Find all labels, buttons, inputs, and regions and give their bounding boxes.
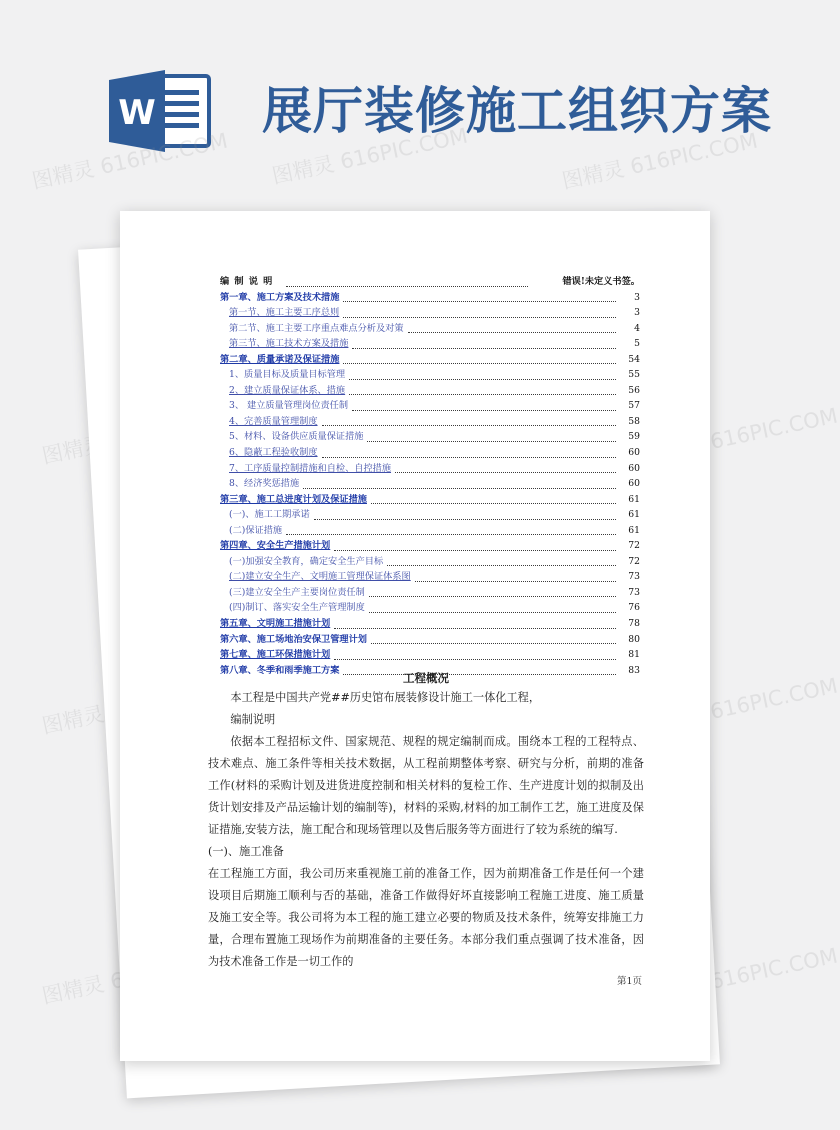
toc-leader [349, 393, 616, 395]
toc-leader [334, 627, 616, 629]
watermark-text: 图精灵 616PIC.COM [559, 128, 760, 194]
toc-leader [343, 300, 616, 302]
toc-entry[interactable] [220, 398, 640, 414]
toc-entry-label[interactable]: 第五章、文明施工措施计划 [220, 618, 331, 630]
section-title: 工程概况 [403, 671, 449, 685]
toc-entry-label[interactable]: 3、 建立质量管理岗位责任制 [229, 400, 349, 412]
toc-entry[interactable] [220, 383, 640, 399]
toc-leader [343, 362, 616, 364]
toc-entry-label[interactable]: 1、质量目标及质量目标管理 [229, 369, 346, 381]
document-body [208, 669, 644, 973]
toc-leader [371, 642, 616, 644]
toc-entry-label[interactable]: 第一节、施工主要工序总则 [229, 307, 340, 319]
toc-entry[interactable] [220, 600, 640, 616]
toc-entry-page: 59 [628, 431, 640, 443]
toc-entry[interactable] [220, 632, 640, 648]
toc-entry[interactable] [220, 352, 640, 368]
toc-entry-page: 83 [628, 664, 640, 676]
toc-leader [367, 440, 616, 442]
toc-entry-label[interactable]: (四)制订、落实安全生产管理制度 [229, 602, 365, 614]
watermark-text: 图精灵 [39, 701, 107, 739]
toc-leader [395, 471, 616, 473]
toc-leader [352, 409, 616, 411]
watermark-text: 图精灵 616PIC.COM [639, 673, 840, 739]
toc-entry[interactable] [220, 647, 640, 663]
toc-leader [334, 658, 616, 660]
toc-leader [352, 347, 616, 349]
watermark-text: 图精灵 [39, 431, 107, 469]
toc-entry-label[interactable]: 第二节、施工主要工序重点难点分析及对策 [229, 322, 404, 334]
toc-entry-page: 73 [628, 571, 640, 583]
toc-entry-label[interactable]: 4、完善质量管理制度 [229, 415, 318, 427]
toc-entry-page: 61 [628, 493, 640, 505]
toc-entry-label[interactable]: 第八章、冬季和雨季施工方案 [220, 664, 340, 676]
toc-leader [371, 502, 616, 504]
toc-entry-page: 56 [628, 384, 640, 396]
toc-leader [415, 580, 616, 582]
watermark-text: 图精灵 616PIC.COM [269, 123, 470, 189]
toc-entry[interactable] [220, 569, 640, 585]
toc-entries [220, 290, 640, 679]
toc-entry[interactable] [220, 321, 640, 337]
toc-entry[interactable] [220, 492, 640, 508]
toc-entry-label[interactable]: 第三章、施工总进度计划及保证措施 [220, 493, 367, 505]
word-icon-letter: W [118, 93, 156, 133]
watermark-text: 图精灵 616PIC.COM [639, 943, 840, 1009]
toc-entry-page: 72 [628, 555, 640, 567]
toc-entry-label[interactable]: 2、建立质量保证体系、措施 [229, 384, 346, 396]
toc-leader [286, 285, 528, 287]
toc-entry[interactable] [220, 445, 640, 461]
toc-entry-label[interactable]: (二)建立安全生产、文明施工管理保证体系图 [229, 571, 411, 583]
page-number: 第1页 [616, 976, 642, 987]
paragraph: 本工程是中国共产党##历史馆布展装修设计施工一体化工程， [230, 691, 541, 704]
watermark-text: 图精灵 [39, 971, 107, 1009]
toc-entry-page: 81 [628, 649, 640, 661]
toc-entry-page: 80 [628, 633, 640, 645]
subsection-heading: (一)、施工准备 [208, 845, 284, 858]
toc-leader [334, 549, 616, 551]
toc-entry-label[interactable]: 5、材料、设备供应质量保证措施 [229, 431, 364, 443]
toc-entry-page: 72 [628, 540, 640, 552]
toc-entry-page: 57 [628, 400, 640, 412]
toc-entry[interactable] [220, 507, 640, 523]
toc-entry[interactable] [220, 538, 640, 554]
toc-leader [286, 533, 616, 535]
toc-leader [387, 564, 616, 566]
paragraph: 在工程施工方面，我公司历来重视施工前的准备工作，因为前期准备工作是任何一个建设项目后期施工顺利与否的基础，准备工作做得好坏直接影响工程施工进度、施工质量及施工安全等。我公司将为本工程的施工建立必要的物质及技术条件，统筹安排施工力量，合理布置施工现场作为前期准备的主要任务。本部分我们重点强调了技术准备，因为技术准备工作是一切工作的 [208, 867, 644, 968]
toc-leader [314, 518, 616, 520]
toc-leader [343, 316, 616, 318]
toc-entry-page: 4 [634, 322, 640, 334]
toc-entry[interactable] [220, 554, 640, 570]
toc-entry[interactable] [220, 367, 640, 383]
toc-entry-label[interactable]: 第四章、安全生产措施计划 [220, 540, 331, 552]
toc-entry-page: 55 [628, 369, 640, 381]
toc-entry-label[interactable]: (一)加强安全教育，确定安全生产目标 [229, 555, 384, 567]
toc-entry[interactable] [220, 476, 640, 492]
toc-leader [369, 595, 616, 597]
toc-entry-label[interactable]: 第二章、质量承诺及保证措施 [220, 353, 340, 365]
toc-heading-page: 错误!未定义书签。 [562, 276, 640, 287]
toc-entry[interactable] [220, 305, 640, 321]
toc-entry-page: 3 [634, 307, 640, 319]
toc-entry[interactable] [220, 585, 640, 601]
toc-entry-label[interactable]: 第六章、施工场地治安保卫管理计划 [220, 633, 367, 645]
toc-heading [220, 274, 640, 290]
toc-entry[interactable] [220, 429, 640, 445]
toc-entry-label[interactable]: 6、隐蔽工程验收制度 [229, 447, 318, 459]
toc-entry-label[interactable]: 8、经济奖惩措施 [229, 478, 300, 490]
toc-entry-label[interactable]: (三)建立安全生产主要岗位责任制 [229, 586, 365, 598]
page-title: 展厅装修施工组织方案 [262, 82, 772, 140]
toc-entry[interactable] [220, 336, 640, 352]
toc-leader [349, 378, 616, 380]
toc-entry-label[interactable]: 第七章、施工环保措施计划 [220, 649, 331, 661]
toc-entry-page: 61 [628, 524, 640, 536]
toc-entry-page: 60 [628, 447, 640, 459]
toc-entry[interactable] [220, 290, 640, 306]
toc-entry-label[interactable]: (二)保证措施 [229, 524, 283, 536]
toc-entry-page: 5 [634, 338, 640, 350]
paragraph-heading: 编制说明 [230, 713, 276, 726]
toc-entry[interactable] [220, 461, 640, 477]
toc-entry[interactable] [220, 414, 640, 430]
toc-leader [369, 611, 616, 613]
toc-entry-page: 78 [628, 618, 640, 630]
toc-entry-label[interactable]: (一)、施工工期承诺 [229, 509, 310, 521]
document-page [120, 211, 710, 1061]
toc-leader [303, 487, 616, 489]
paragraph: 依据本工程招标文件、国家规范、规程的规定编制而成。围绕本工程的工程特点、技术难点、施工条件等相关技术数据，从工程前期整体考察、研究与分析，前期的准备工作(材料的采购计划及进货进度控制和相关材料的复检工作、生产进度计划的拟制及出货计划安排及产品运输计划的编制等)，材料的采购,材料的加工制作工艺，施工进度及保证措施,安装方法，施工配合和现场管理以及售后服务等方面进行了较为系统的编写. [208, 735, 644, 836]
toc-entry[interactable] [220, 616, 640, 632]
toc-heading-label: 编 制 说 明 [220, 276, 274, 287]
toc-entry-label[interactable]: 第三节、施工技术方案及措施 [229, 338, 349, 350]
toc-leader [408, 331, 616, 333]
toc-entry-page: 3 [634, 291, 640, 303]
toc-entry-page: 61 [628, 509, 640, 521]
toc-entry-page: 60 [628, 462, 640, 474]
toc-entry-page: 54 [628, 353, 640, 365]
toc-entry-label[interactable]: 第一章、施工方案及技术措施 [220, 291, 340, 303]
toc-entry-page: 76 [628, 602, 640, 614]
toc-entry-page: 73 [628, 586, 640, 598]
watermark-text: 图精灵 616PIC.COM [639, 403, 840, 469]
toc-leader [322, 424, 616, 426]
toc-leader [322, 456, 616, 458]
watermark-text: 图精灵 616PIC.COM [29, 128, 230, 194]
table-of-contents [220, 274, 640, 678]
word-document-icon [107, 68, 215, 154]
toc-entry-page: 60 [628, 478, 640, 490]
toc-entry[interactable] [220, 523, 640, 539]
toc-entry-page: 58 [628, 415, 640, 427]
toc-entry-label[interactable]: 7、工序质量控制措施和自检、自控措施 [229, 462, 392, 474]
